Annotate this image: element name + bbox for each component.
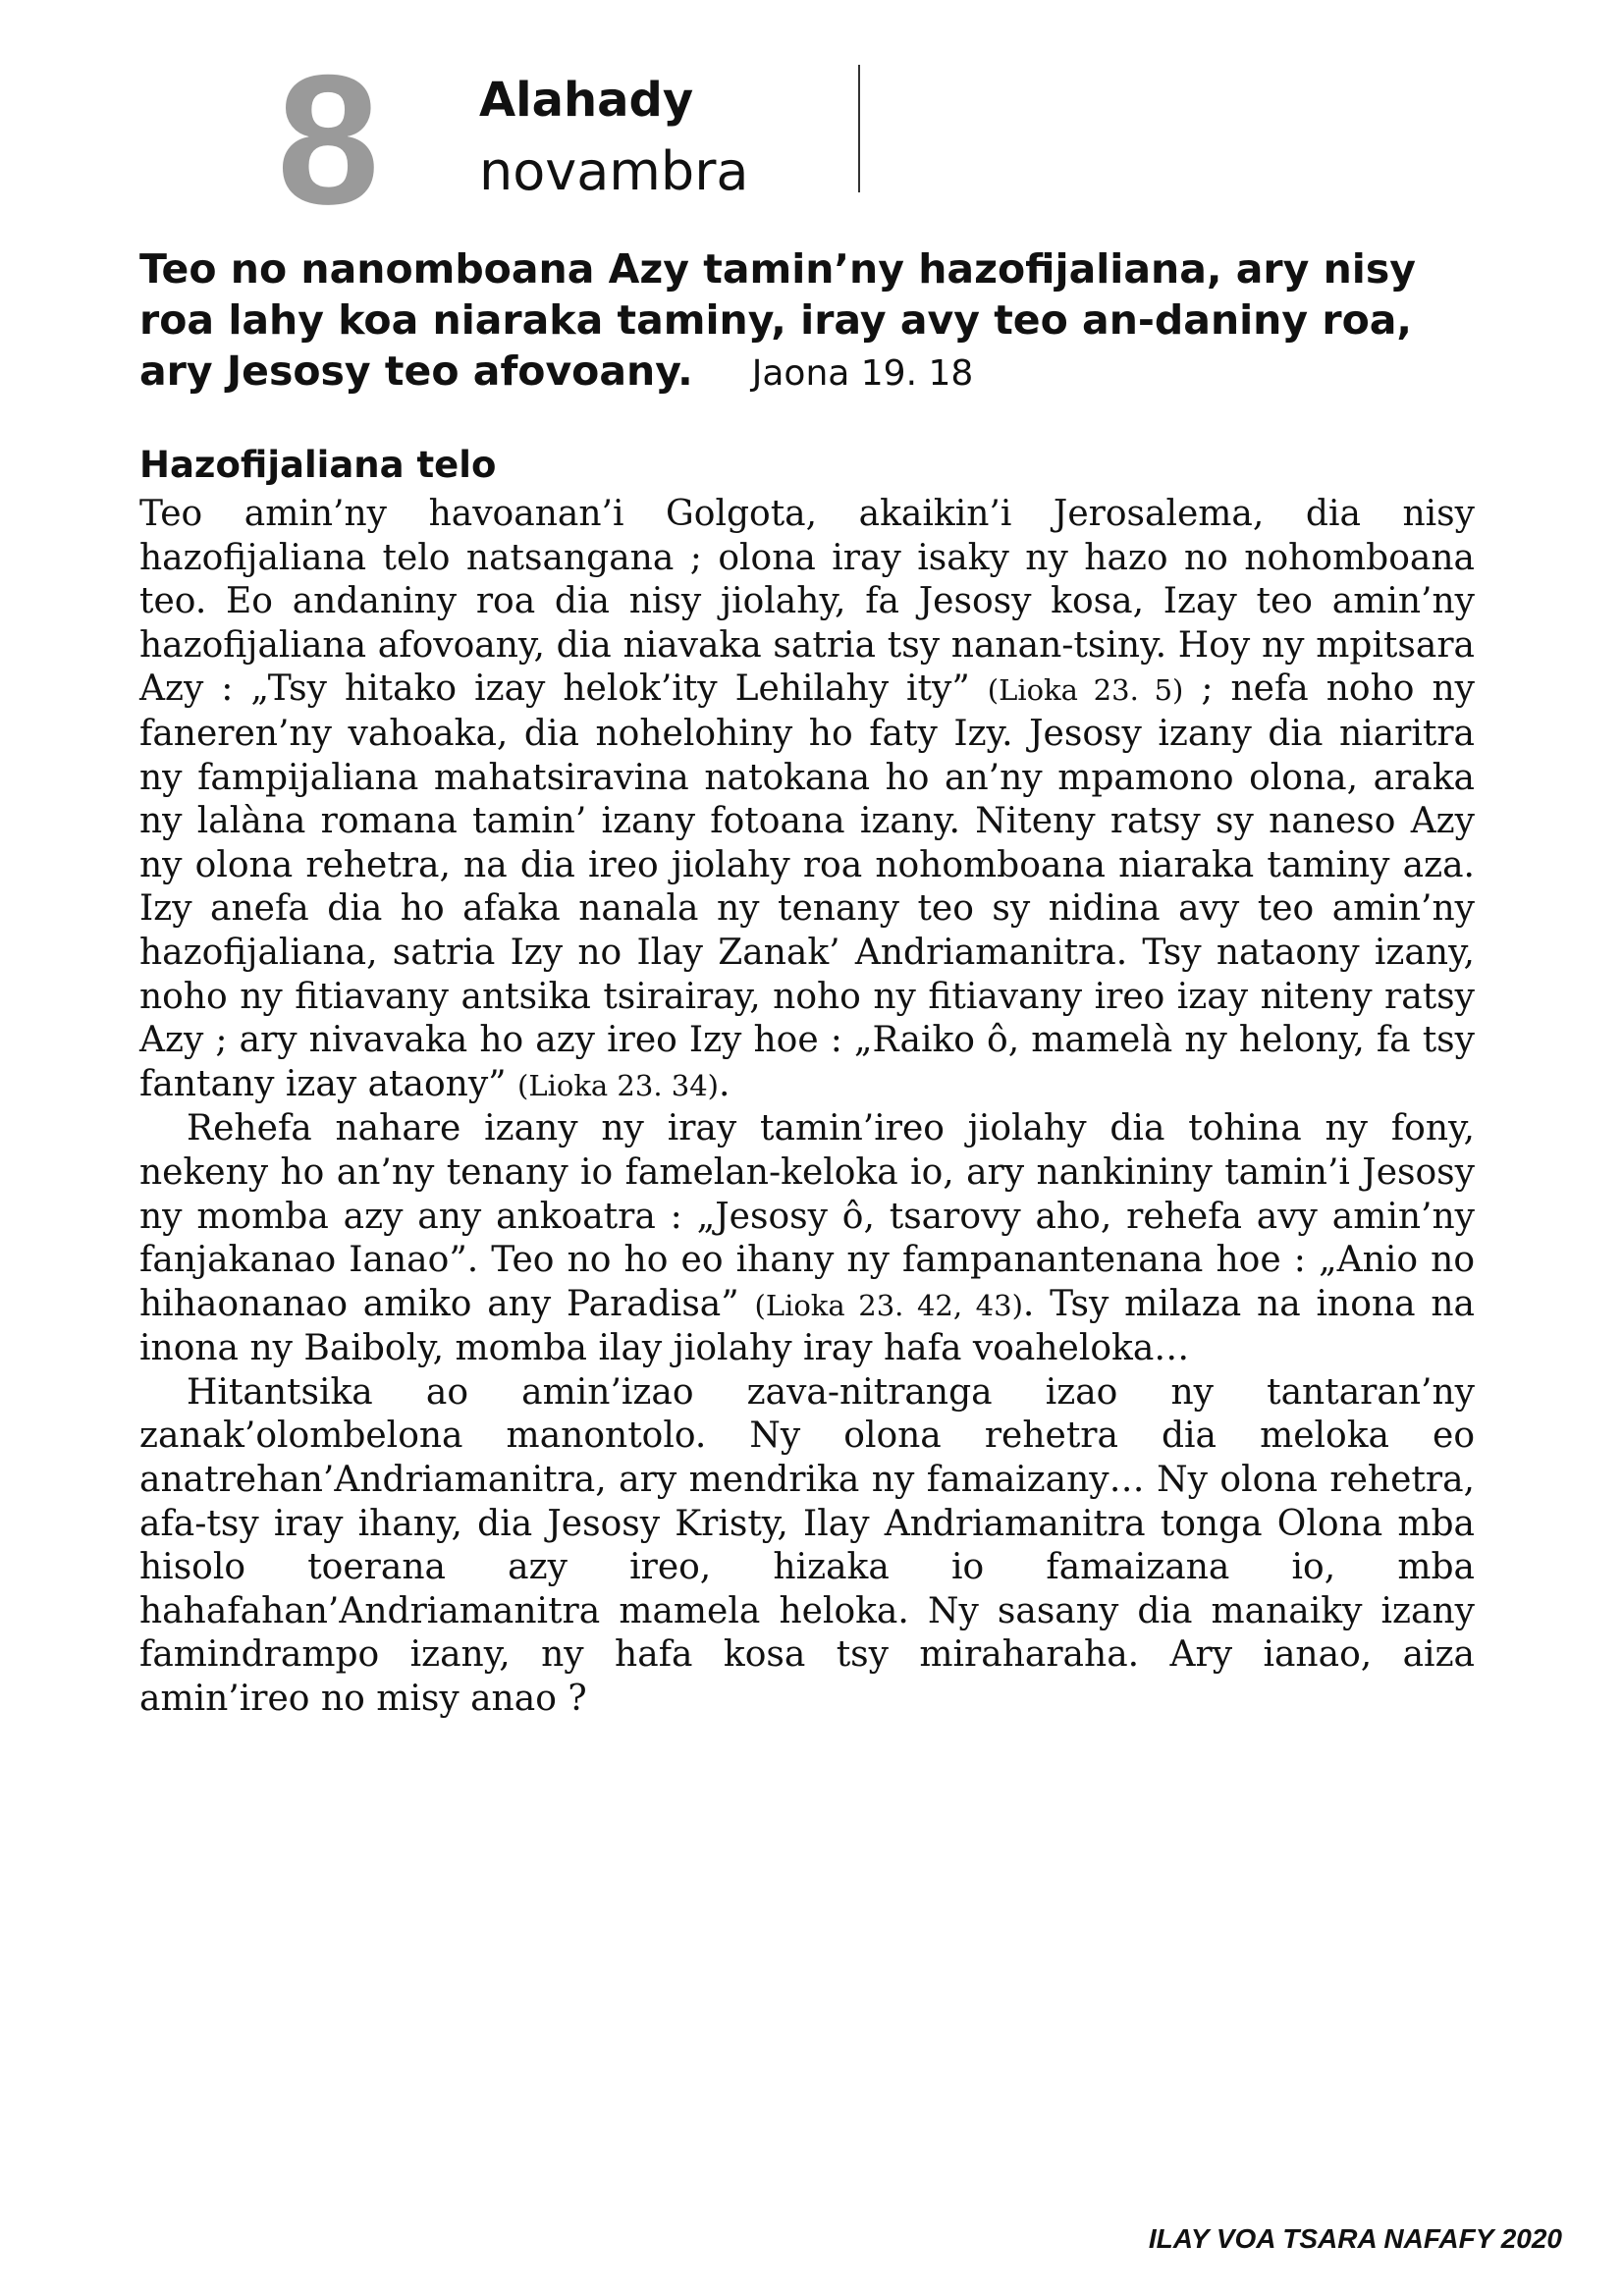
citation-luke-23-34: (Lioka 23. 34) (517, 1068, 719, 1102)
daily-verse (139, 243, 1494, 400)
paragraph-2 (139, 1107, 1475, 1371)
header-divider (858, 65, 860, 192)
verse-text: Teo no nanomboana Azy tamin’ny hazofijaliana, ary nisy roa lahy koa niaraka taminy, iray avy teo an-daniny roa, ary Jesosy teo afovoany. (139, 245, 1416, 395)
citation-luke-23-5: (Lioka 23. 5) (987, 673, 1184, 708)
paragraph-2-part-a: Rehefa nahare izany ny iray tamin’ireo jiolahy dia tohina ny fony, nekeny ho an’ny tenany io famelan-keloka io, ary nankininy tamin’i Jesosy ny momba azy any ankoatra : „Jesosy ô, tsarovy aho, rehefa avy amin’ny fanjakanao Ianao”. Teo no ho eo ihany ny fampanantenana hoe : „Anio no hihaonanao amiko any Paradisa” (139, 1108, 1475, 1324)
paragraph-1-part-c: . (719, 1063, 730, 1104)
article-body (139, 493, 1475, 1722)
footer-publication-title: ILAY VOA TSARA NAFAFY 2020 (1148, 2223, 1562, 2254)
paragraph-3: Hitantsika ao amin’izao zava-nitranga izao ny tantaran’ny zanak’olombelona manontolo. Ny olona rehetra dia meloka eo anatrehan’Andriamanitra, ary mendrika ny famaizany… Ny olona rehetra, afa-tsy iray ihany, dia Jesosy Kristy, Ilay Andriamanitra tonga Olona mba hisolo toerana azy ireo, hizaka io famaizana io, mba hahafahan’Andriamanitra mamela heloka. Ny sasany dia manaiky izany famindrampo izany, ny hafa kosa tsy miraharaha. Ary ianao, aiza amin’ireo no misy anao ? (139, 1371, 1475, 1720)
paragraph-1 (139, 493, 1475, 1107)
section-title: Hazofijaliana telo (139, 444, 497, 486)
day-number: 8 (277, 36, 380, 242)
verse-reference: Jaona 19. 18 (751, 353, 974, 394)
paragraph-1-part-a: Teo amin’ny havoanan’i Golgota, akaikin’i Jerosalema, dia nisy hazofijaliana telo natsangana ; olona iray isaky ny hazo no nohomboana teo. Eo andaniny roa dia nisy jiolahy, fa Jesosy kosa, Izay teo amin’ny hazofijaliana afovoany, dia niavaka satria tsy nanan-tsiny. Hoy ny mpitsara Azy : „Tsy hitako izay helok’ity Lehilahy ity” (139, 494, 1475, 710)
paragraph-2-part-b: . Tsy milaza na inona na inona ny Baiboly, momba ilay jiolahy iray hafa voaheloka… (139, 1283, 1476, 1369)
month-label: novambra (479, 140, 749, 202)
weekday-label: Alahady (479, 73, 694, 128)
paragraph-1-part-b: ; nefa noho ny faneren’ny vahoaka, dia nohelohiny ho faty Izy. Jesosy izany dia niaritra ny fampijaliana mahatsiravina natokana ho an’ny mpamono olona, araka ny lalàna romana tamin’ izany fotoana izany. Niteny ratsy sy naneso Azy ny olona rehetra, na dia ireo jiolahy roa nohomboana niaraka taminy aza. Izy anefa dia ho afaka nanala ny tenany teo sy nidina avy teo amin’ny hazofijaliana, satria Izy no Ilay Zanak’ Andriamanitra. Tsy nataony izany, noho ny fitiavany antsika tsirairay, noho ny fitiavany ireo izay niteny ratsy Azy ; ary nivavaka ho azy ireo Izy hoe : „Raiko ô, mamelà ny helony, fa tsy fantany izay ataony” (139, 668, 1475, 1104)
citation-luke-23-42-43: (Lioka 23. 42, 43) (754, 1288, 1023, 1322)
